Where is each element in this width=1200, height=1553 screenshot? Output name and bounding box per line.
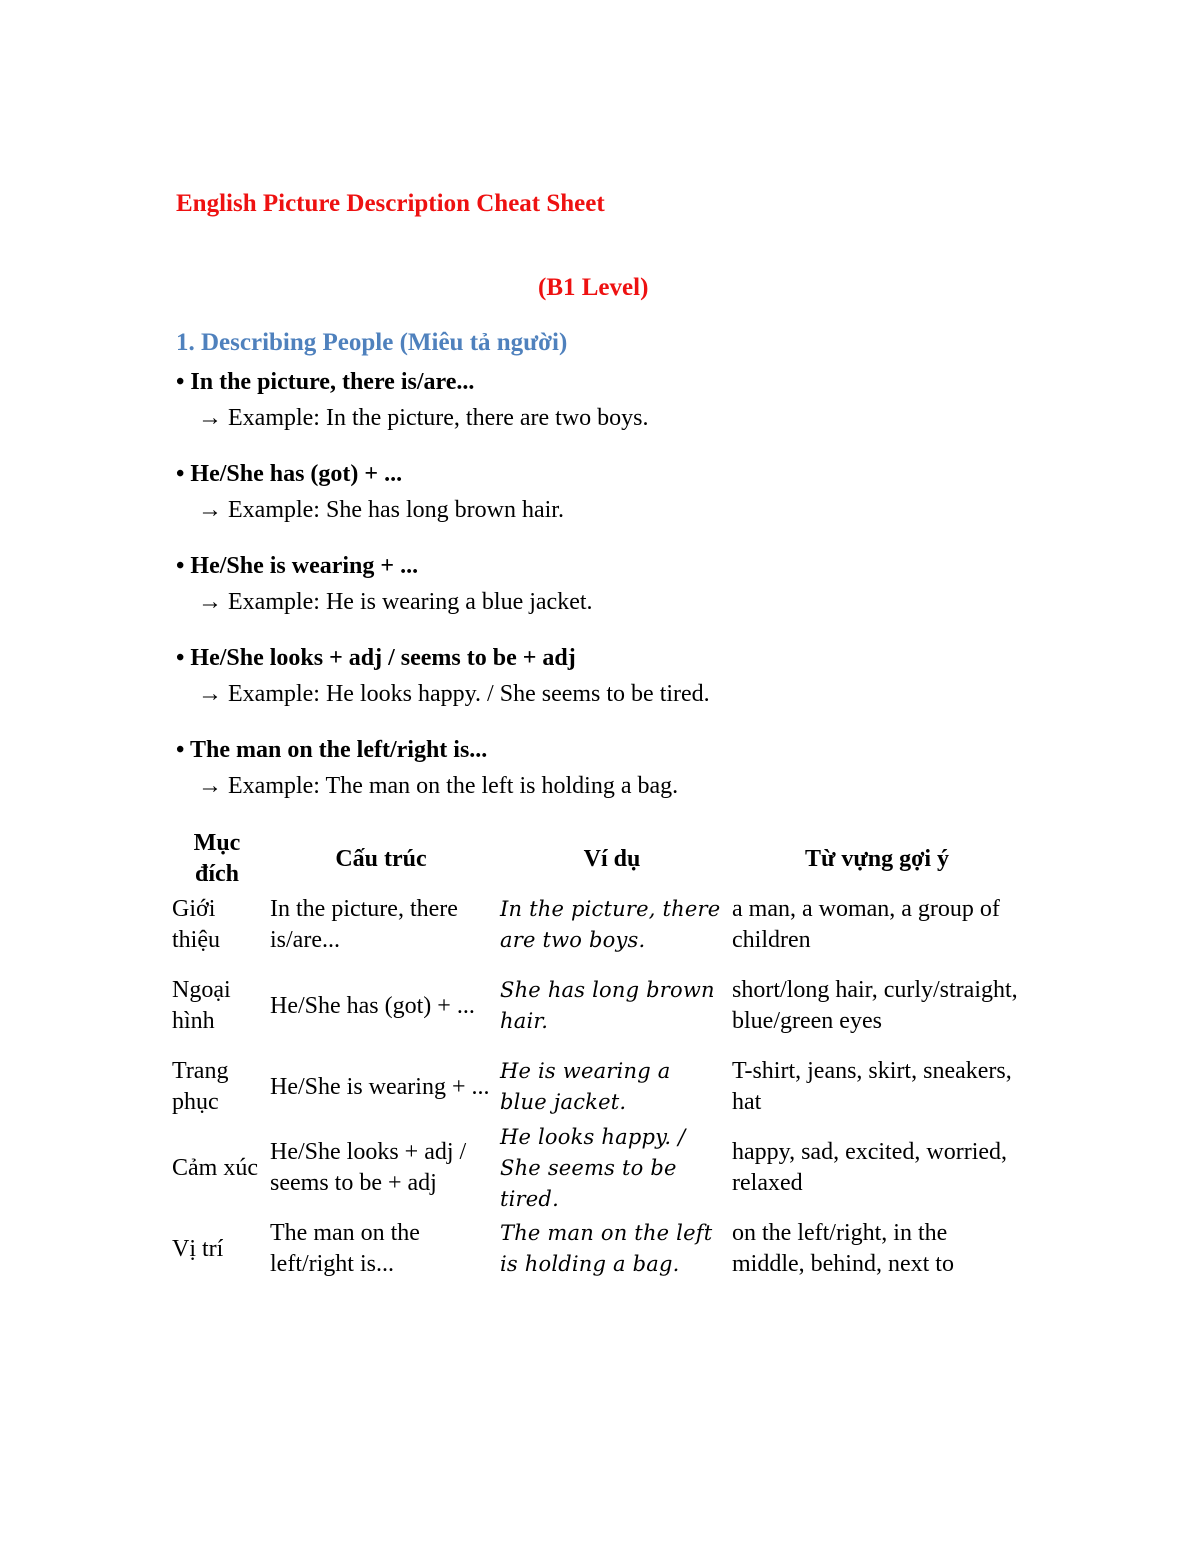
cell-structure: He/She has (got) + ... [270,992,475,1019]
document-title: English Picture Description Cheat Sheet [176,190,605,217]
table-header-row [168,826,1026,892]
header-purpose: Mục đích [193,830,241,887]
table-row [168,1054,1026,1120]
cell-example: He is wearing a blue jacket. [500,1059,671,1114]
example-text: → Example: The man on the left is holding a bag. [198,773,679,799]
cell-structure: He/She looks + adj / seems to be + adj [270,1139,467,1196]
cell-vocabulary: on the left/right, in the middle, behind, next to [732,1220,954,1277]
level-label: (B1 Level) [538,274,649,301]
cell-purpose: Giới thiệu [172,896,220,953]
structure-item [176,548,1036,620]
cell-purpose: Ngoại hình [172,977,231,1034]
cell-vocabulary: T-shirt, jeans, skirt, sneakers, hat [732,1058,1012,1115]
structure-item [176,456,1036,528]
cell-structure: He/She is wearing + ... [270,1073,490,1100]
cell-purpose: Cảm xúc [172,1154,258,1181]
structure-item [176,732,1036,804]
structure-item [176,640,1036,712]
cell-purpose: Vị trí [172,1235,224,1262]
structure-text: • In the picture, there is/are... [176,369,475,395]
structure-item [176,364,1036,436]
table-row [168,958,1026,1054]
cell-purpose: Trang phục [172,1058,229,1115]
cheat-sheet-table [168,826,1026,1282]
example-text: → Example: He looks happy. / She seems to be tired. [198,681,710,707]
cell-vocabulary: a man, a woman, a group of children [732,896,1000,953]
cell-structure: The man on the left/right is... [270,1220,420,1277]
example-text: → Example: She has long brown hair. [198,497,564,523]
cell-structure: In the picture, there is/are... [270,896,458,953]
cell-example: In the picture, there are two boys. [500,897,721,952]
header-structure: Cấu trúc [335,845,427,872]
cell-example: She has long brown hair. [500,978,715,1033]
cell-example: The man on the left is holding a bag. [500,1221,713,1276]
header-vocabulary: Từ vựng gợi ý [804,845,950,872]
cell-vocabulary: short/long hair, curly/straight, blue/green eyes [732,977,1018,1034]
header-example: Ví dụ [583,845,641,872]
table-row [168,892,1026,958]
cell-example: He looks happy. / She seems to be tired. [500,1124,686,1211]
section-heading: 1. Describing People (Miêu tả người) [176,329,568,356]
structure-text: • He/She looks + adj / seems to be + adj [176,645,576,671]
example-text: → Example: In the picture, there are two boys. [198,405,649,431]
table-row [168,1216,1026,1282]
structure-text: • He/She is wearing + ... [176,553,419,579]
example-text: → Example: He is wearing a blue jacket. [198,589,593,615]
table-row [168,1120,1026,1216]
structure-text: • The man on the left/right is... [176,737,488,763]
structure-text: • He/She has (got) + ... [176,461,403,487]
cell-vocabulary: happy, sad, excited, worried, relaxed [732,1139,1008,1196]
